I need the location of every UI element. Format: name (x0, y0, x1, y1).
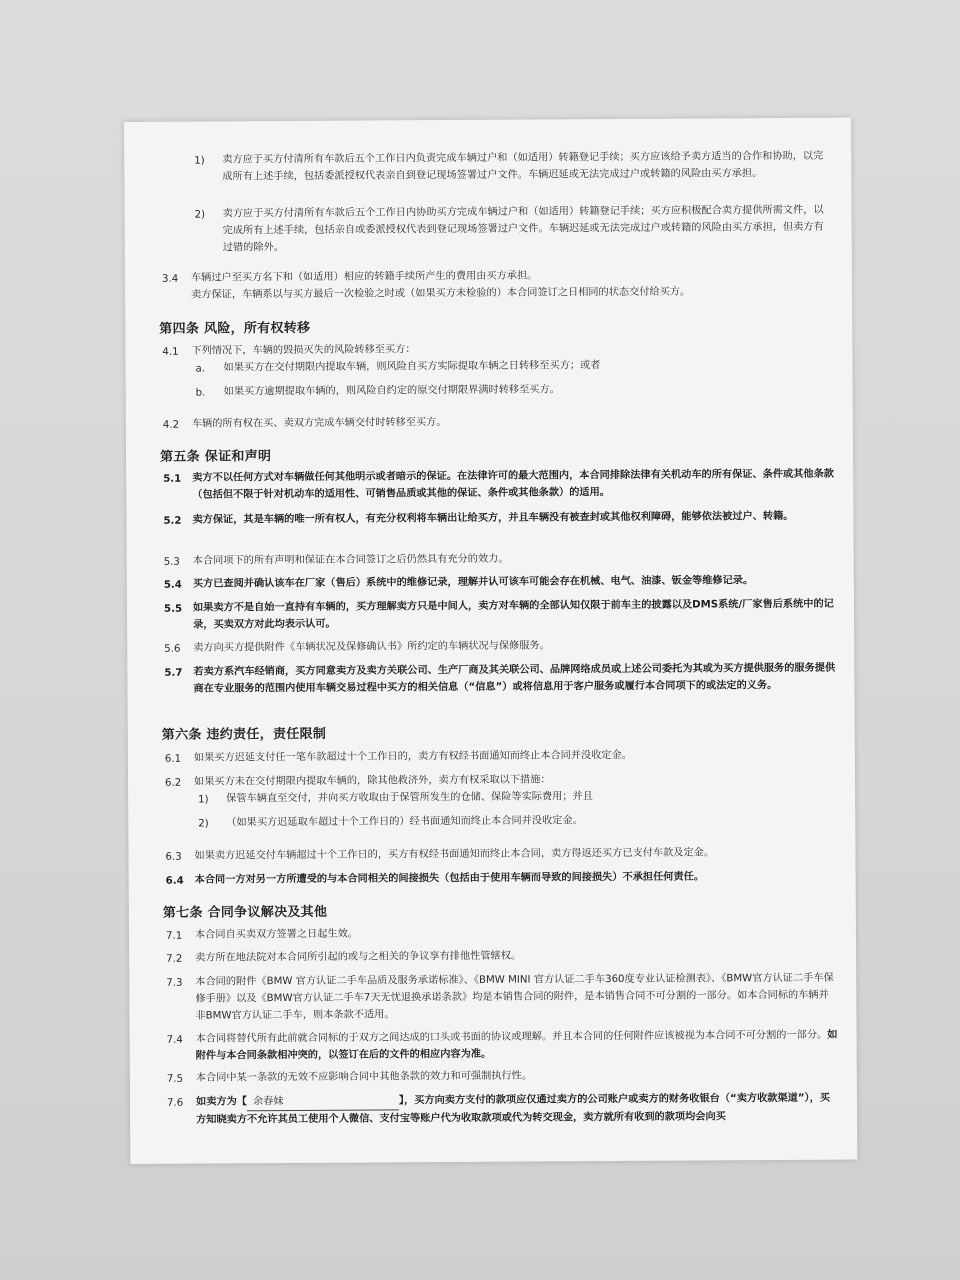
clause-7-4-text: 本合同将替代所有此前就合同标的于双方之间达成的口头或书面的协议或理解。并且本合同的任何附件应该被视为本合同不可分割的一部分。 (195, 1029, 828, 1045)
clause-5-1: 卖方不以任何方式对车辆做任何其他明示或者暗示的保证。在法律许可的最大范围内，本合同排除法律有关机动车的所有保证、条件或其他条款（包括但不限于针对机动车的适用性、可销售品质或其他的保证、条件或其他条款）的适用。 (192, 468, 835, 501)
clause-number: 6.4 (165, 875, 184, 887)
clause-number: 6.1 (164, 753, 182, 765)
item-number: 1) (198, 794, 209, 806)
clause-number: 7.4 (166, 1034, 183, 1046)
clause-7-1: 本合同自买卖双方签署之日起生效。 (194, 928, 358, 941)
clause-5-5: 如果卖方不是自始一直持有车辆的，买方理解卖方只是中间人，卖方对车辆的全部认知仅限于前车主的披露以及DMS系统/厂家售后系统中的记录，买卖双方对此均表示认可。 (192, 598, 834, 631)
clause-4-1-b: 如果买方逾期提取车辆的，则风险自约定的原交付期限界满时转移至买方。 (223, 384, 560, 398)
contract-page (124, 118, 857, 1164)
clause-7-6 (196, 1090, 840, 1129)
clause-5-2: 卖方保证，其是车辆的唯一所有权人，有充分权利将车辆出让给买方，并且车辆没有被查封或其他权利障碍，能够依法被过户、转籍。 (192, 510, 794, 526)
clause-6-2-2: （如果买方迟延取车超过十个工作日的）经书面通知而终止本合同并没收定金。 (226, 815, 583, 829)
clause-number: 5.2 (163, 515, 182, 527)
clause-3-4-b: 卖方保证，车辆系以与买方最后一次检验之时或（如果买方未检验的）本合同签订之日相同的状态交付给买方。 (191, 286, 691, 301)
clause-number: 7.5 (166, 1073, 184, 1085)
clause-7-6-text: 】，买方向卖方支付的款项应仅通过卖方的公司账户或卖方的财务收银台（“卖方收款渠道”），买方知晓卖方不允许其员工使用个人微信、支付宝等账户代为收取款项或代为转交现金，卖方就所有收到的款项均会向买 (196, 1092, 831, 1126)
section-7-heading: 第七条 合同争议解决及其他 (162, 904, 328, 921)
clause-3-3-2: 卖方应于买方付清所有车款后五个工作日内协助买方完成车辆过户和（如适用）转籍登记手续；买方应积极配合卖方提供所需文件，以完成所有上述手续，包括亲自或委派授权代表到登记现场签署过户文件。车辆迟延或无法完成过户或转籍的风险由买方承担，但卖方有过错的除外。 (222, 204, 824, 254)
item-letter: a. (195, 363, 206, 375)
clause-6-2: 如果买方未在交付期限内提取车辆的，除其他救济外，卖方有权采取以下措施： (193, 774, 551, 788)
clause-number: 5.5 (163, 603, 183, 615)
clause-number: 5.1 (163, 473, 182, 485)
section-5-heading: 第五条 保证和声明 (160, 449, 272, 465)
item-letter: b. (195, 387, 206, 399)
clause-4-1: 下列情况下，车辆的毁损灭失的风险转移至买方： (191, 344, 416, 357)
clause-number: 4.2 (162, 419, 180, 431)
clause-number: 5.4 (163, 579, 182, 591)
clause-5-6: 卖方向买方提供附件《车辆状况及保修确认书》所约定的车辆状况与保修服务。 (193, 640, 550, 654)
clause-7-5: 本合同中某一条款的无效不应影响合同中其他条款的效力和可强制执行性。 (195, 1070, 533, 1084)
clause-number: 7.2 (166, 953, 183, 965)
item-number: 1) (194, 155, 205, 167)
clause-number: 4.1 (162, 346, 179, 358)
clause-number: 7.1 (165, 930, 183, 942)
clause-5-3: 本合同项下的所有声明和保证在本合同签订之后仍然具有充分的效力。 (192, 553, 509, 567)
clause-4-2: 车辆的所有权在买、卖双方完成车辆交付时转移至买方。 (191, 417, 447, 430)
clause-7-3: 本合同的附件《BMW 官方认证二手车品质及服务承诺标准》、《BMW MINI 官方认证二手车360度专业认证检测表》、《BMW官方认证二手车保修手册》以及《BMW官方认证二手车7天无忧退换承诺条款》均是本销售合同的附件，是本销售合同不可分割的一部分。如本合同标的车辆并非BMW官方认证二手车，则本条款不适用。 (195, 972, 834, 1022)
clause-6-1: 如果买方迟延支付任一笔车款超过十个工作日的，卖方有权经书面通知而终止本合同并没收定金。 (193, 749, 632, 764)
clause-7-2: 卖方所在地法院对本合同所引起的或与之相关的争议享有排他性管辖权。 (195, 950, 522, 964)
seller-name-field: 余春妹 (247, 1092, 399, 1111)
clause-7-4 (196, 1027, 838, 1065)
clause-number: 5.7 (164, 667, 183, 679)
clause-6-2-1: 保管车辆直至交付，并向买方收取由于保管所发生的仓储、保险等实际费用；并且 (226, 791, 593, 805)
clause-4-1-a: 如果买方在交付期限内提取车辆，则风险自买方实际提取车辆之日转移至买方；或者 (223, 360, 601, 374)
clause-6-4: 本合同一方对另一方所遭受的与本合同相关的间接损失（包括由于使用车辆而导致的间接损失）不承担任何责任。 (194, 871, 705, 886)
item-number: 2) (198, 818, 209, 830)
section-4-heading: 第四条 风险，所有权转移 (159, 320, 311, 337)
clause-number: 6.2 (165, 777, 182, 789)
clause-number: 6.3 (165, 851, 182, 863)
section-6-heading: 第六条 违约责任，责任限制 (161, 726, 327, 743)
clause-7-4-bold: 如附件与本合同条款相冲突的，以签订在后的文件的相应内容为准。 (195, 1029, 838, 1062)
clause-number: 3.4 (161, 273, 179, 285)
clause-number: 5.6 (164, 643, 181, 655)
clause-number: 7.6 (166, 1097, 184, 1109)
clause-number: 5.3 (163, 556, 180, 568)
clause-7-6-prefix: 如卖方为【 (195, 1096, 247, 1108)
clause-5-4: 买方已查阅并确认该车在厂家（售后）系统中的维修记录，理解并认可该车可能会存在机械、电气、油漆、钣金等维修记录。 (192, 575, 754, 590)
clause-3-3-1: 卖方应于买方付清所有车款后五个工作日内负责完成车辆过户和（如适用）转籍登记手续；买方应该给予卖方适当的合作和协助，以完成所有上述手续，包括委派授权代表亲自到登记现场签署过户文件。车辆迟延或无法完成过户或转籍的风险由买方承担。 (222, 150, 824, 183)
clause-5-7: 若卖方系汽车经销商，买方同意卖方及卖方关联公司、生产厂商及其关联公司、品牌网络成员或上述公司委托为其或为买方提供服务的服务提供商在专业服务的范围内使用车辆交易过程中买方的相关信息（“信息”）或将信息用于客户服务或履行本合同项下的或法定的义务。 (193, 662, 836, 695)
clause-number: 7.3 (166, 977, 183, 989)
clause-3-4-a: 车辆过户至买方名下和（如适用）相应的转籍手续所产生的费用由买方承担。 (190, 270, 538, 284)
item-number: 2) (194, 209, 206, 221)
clause-6-3: 如果卖方迟延交付车辆超过十个工作日的，买方有权经书面通知而终止本合同，卖方得返还买方已支付车款及定金。 (194, 847, 715, 862)
